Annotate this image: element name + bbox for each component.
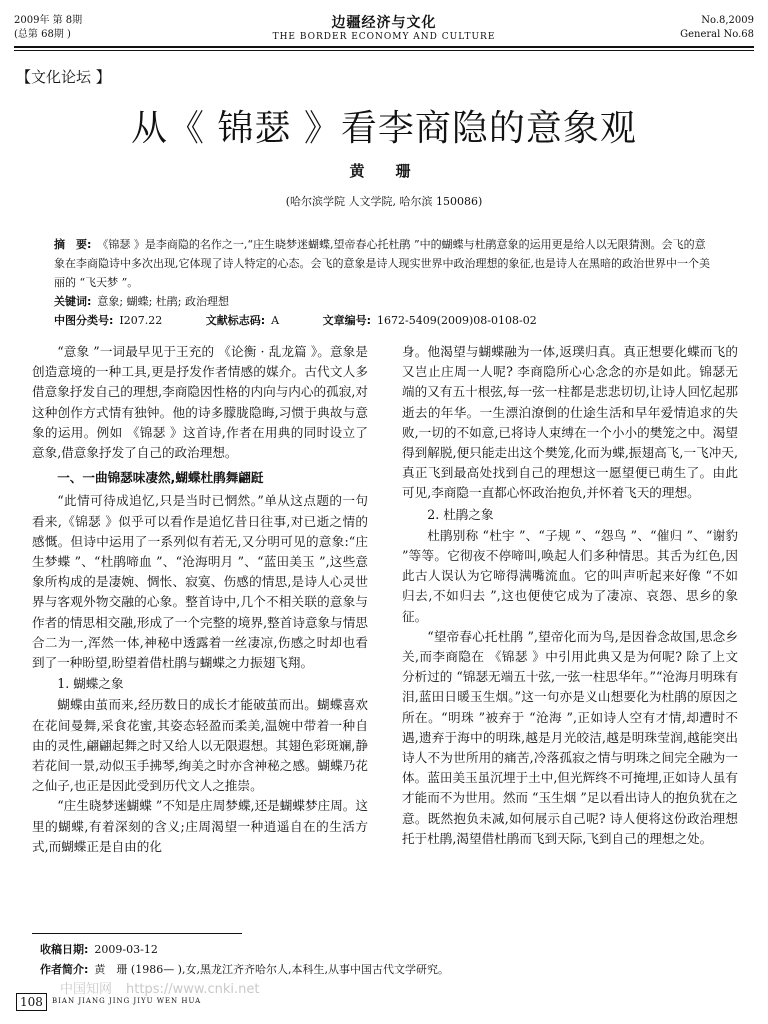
article-title: 从《 锦瑟 》看李商隐的意象观 (131, 108, 637, 149)
cls-value: I207.22 (119, 314, 163, 327)
received-date (40, 940, 449, 960)
journal-title-en: THE BORDER ECONOMY AND CULTURE (272, 32, 496, 42)
running-header (14, 14, 754, 44)
footnote-rule (32, 933, 242, 934)
paragraph: 蝴蝶由茧而来,经历数日的成长才能破茧而出。蝴蝶喜欢在花间曼舞,采食花蜜,其姿态轻盈而柔美,温婉中带着一种自由的灵性,翩翩起舞之时又给人以无限遐想。其翅色彩斑斓,静若花间一景,动似玉手拂琴,绚美之时亦含神秘之感。蝴蝶乃花之仙子,也正是因此受到历代文人之推崇。 (32, 697, 368, 794)
keywords (54, 292, 714, 311)
header-rule-thick (14, 46, 754, 48)
right-column (402, 342, 738, 849)
paragraph: “意象 ”一词最早见于王充的 《论衡 · 乱龙篇 》。意象是创造意境的一种工具,更是抒发作者情感的媒介。古代文人多借意象抒发自己的理想,李商隐因性格的内向与内心的孤寂,对这种创作方式情有独钟。他的诗多朦胧隐晦,习惯于典故与意象的运用。例如 《锦瑟 》这首诗,作者在用典的同时设立了意象,借意象抒发了自己的政治理想。 (32, 344, 368, 461)
section-heading: 一、一曲锦瑟味凄然,蝴蝶杜鹃舞翩跹 (57, 470, 264, 486)
header-number-line2: General No.68 (680, 29, 754, 40)
keywords-label: 关键词: (54, 295, 92, 308)
paragraph: “庄生晓梦迷蝴蝶 ”不知是庄周梦蝶,还是蝴蝶梦庄周。这里的蝴蝶,有着深刻的含义;庄周渴望一种逍遥自在的生活方式,而蝴蝶正是自由的化 (32, 798, 368, 854)
watermark-url: https://www.cnki.net (126, 982, 260, 997)
abstract (54, 235, 714, 292)
abstract-block (54, 235, 714, 330)
received-label: 收稿日期: (40, 943, 89, 956)
author-name: 黄 珊 (349, 162, 419, 180)
header-rule-thin (14, 50, 754, 51)
paragraph: “此情可待成追忆,只是当时已惘然。”单从这点题的一句看来,《锦瑟 》似乎可以看作是追忆昔日往事,对已逝之情的感慨。但诗中运用了一系列似有若无,又分明可见的意象:“庄生梦蝶 ”、“杜鹃啼血 ”、“沧海明月 ”、“蓝田美玉 ”,这些意象所构成的是凄婉、惆怅、寂寞、伤感的情思,是诗人心灵世界与客观外物交融的心象。整首诗中,几个不相关联的意象与作者的情思相交融,形成了一个完整的境界,整首诗意象与情思合二为一,浑然一体,神秘中透露着一丝凄凉,伤感之时却也看到了一种盼望,盼望着借杜鹃与蝴蝶之力振翅飞翔。 (32, 493, 368, 671)
received-value: 2009-03-12 (94, 943, 158, 956)
bio-value: 黄 珊 (1986— ),女,黑龙江齐齐哈尔人,本科生,从事中国古代文学研究。 (94, 963, 449, 976)
header-number-line1: No.8,2009 (701, 15, 754, 26)
cls-label: 中图分类号: (54, 314, 114, 327)
journal-title-cn: 边疆经济与文化 (331, 15, 437, 31)
subsection-heading: 2. 杜鹃之象 (427, 506, 494, 522)
header-number (680, 14, 754, 42)
article-no-value: 1672-5409(2009)08-0108-02 (377, 314, 537, 327)
page-number: 108 (16, 993, 47, 1011)
paragraph: “望帝春心托杜鹃 ”,望帝化而为鸟,是因眷念故国,思念乡关,而李商隐在 《锦瑟 》中引用此典又是为何呢? 除了上文分析过的 “锦瑟无端五十弦,一弦一柱思华年。”“沧海月明珠有泪,蓝田日暖玉生烟。”这一句亦是义山想要化为杜鹃的原因之所在。“明珠 ”被弃于 “沧海 ”,正如诗人空有才情,却遭时不遇,遗弃于海中的明珠,越是月光皎洁,越是明珠莹润,越能突出诗人不为世所用的痛苦,冷落孤寂之情与明珠之间完全融为一体。蓝田美玉虽沉埋于土中,但光辉终不可掩埋,正如诗人虽有才能而不为世用。然而 “玉生烟 ”足以看出诗人的抱负犹在之意。既然抱负未减,如何展示自己呢? 诗人便将这份政治理想托于杜鹃,渴望借杜鹃而飞到天际,飞到自己的理想之处。 (402, 628, 738, 846)
author-affiliation: (哈尔滨学院 人文学院, 哈尔滨 150086) (285, 195, 483, 208)
header-journal (14, 12, 754, 42)
bio-label: 作者简介: (40, 963, 89, 976)
header-issue-line1: 2009年 第 8期 (14, 15, 83, 26)
abstract-label: 摘 要: (54, 238, 92, 251)
author-bio (40, 960, 449, 980)
classification-line (54, 311, 714, 330)
left-column (32, 342, 368, 857)
watermark-text: 中国知网 (60, 982, 113, 997)
footnote (40, 940, 449, 980)
paragraph: 杜鹃别称 “杜宇 ”、“子规 ”、“怨鸟 ”、“催归 ”、“谢豹 ”等等。它彻夜不停啼叫,唤起人们多种情思。其舌为红色,因此古人误认为它啼得满嘴流血。它的叫声听起来好像 “不如归去,不如归去 ”,这也便使它成为了凄凉、哀怨、思乡的象征。 (402, 527, 738, 624)
header-issue-line2: (总第 68期 ) (14, 29, 71, 40)
abstract-text: 《锦瑟 》是李商隐的名作之一,“庄生晓梦迷蝴蝶,望帝春心托杜鹃 ”中的蝴蝶与杜鹃意象的运用更是给人以无限猜测。会飞的意象在李商隐诗中多次出现,它体现了诗人特定的心态。会飞的意象是诗人现实世界中政治理想的象征,也是诗人在黑暗的政治世界中一个美丽的 “飞天梦 ”。 (54, 238, 710, 289)
footer-journal-en: BIAN JIANG JING JIYU WEN HUA (52, 997, 202, 1005)
doc-label: 文献标志码: (205, 314, 266, 327)
paragraph: 身。他渴望与蝴蝶融为一体,返璞归真。真正想要化蝶而飞的又岂止庄周一人呢? 李商隐所心心念念的亦是如此。锦瑟无端的又有五十根弦,每一弦一柱都是悲悲切切,让诗人回忆起那逝去的年华。一生漂泊潦倒的仕途生活和早年爱情追求的失败,一切的不如意,已将诗人束缚在一个小小的樊笼之中。渴望得到解脱,便只能走出这个樊笼,化而为蝶,振翅高飞,一飞冲天,真正飞到最高处找到自己的理想这一愿望便已萌生了。由此可见,李商隐一直都心怀政治抱负,并怀着飞天的理想。 (402, 344, 738, 501)
section-label: 【文化论坛 】 (16, 68, 111, 86)
article-no-label: 文章编号: (322, 314, 372, 327)
doc-value: A (271, 314, 280, 327)
watermark (60, 978, 259, 997)
subsection-heading: 1. 蝴蝶之象 (57, 676, 124, 692)
keywords-text: 意象; 蝴蝶; 杜鹃; 政治理想 (97, 295, 230, 308)
